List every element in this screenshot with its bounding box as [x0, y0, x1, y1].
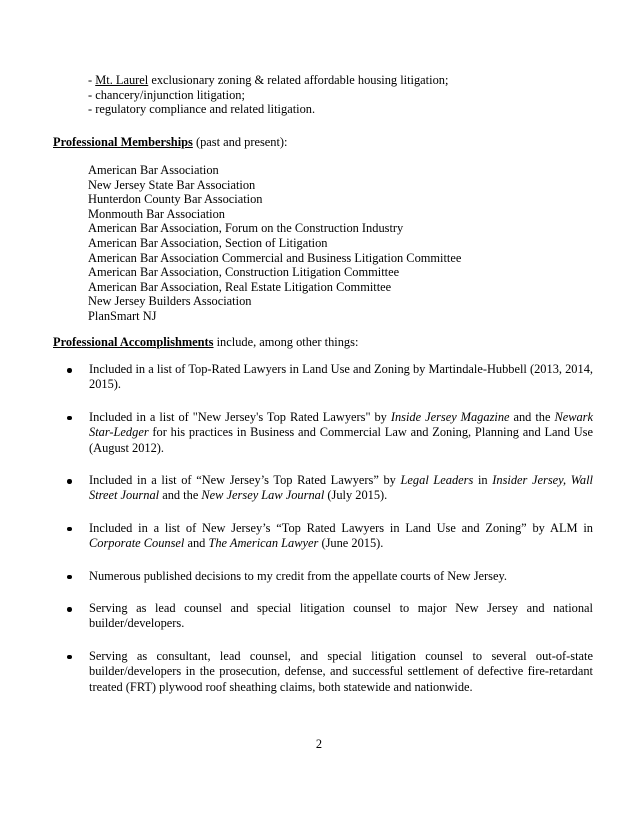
membership-item: New Jersey State Bar Association	[88, 177, 256, 192]
bullet-dot-icon	[67, 416, 72, 421]
membership-item: New Jersey Builders Association	[88, 294, 252, 309]
bullet-dot-icon	[67, 368, 72, 373]
accomplishment-text	[89, 521, 593, 552]
accomplishment-text	[89, 569, 593, 584]
text-run: (June 2015).	[318, 536, 384, 551]
bullet-dot-icon	[67, 479, 72, 484]
membership-item: American Bar Association	[88, 163, 219, 177]
text-run: in	[473, 473, 493, 488]
membership-item: American Bar Association, Section of Litigation	[88, 235, 328, 250]
membership-item: American Bar Association, Real Estate Litigation Committee	[88, 279, 392, 294]
italic-publication-name: Corporate Counsel	[89, 536, 185, 551]
accomplishment-item	[53, 521, 593, 552]
accomplishment-item	[53, 362, 593, 393]
italic-publication-name: Inside Jersey Magazine	[390, 409, 510, 424]
text-run: for his practices in Business and Commercial Law and Zoning, Planning and Land Use (August 2012).	[89, 425, 593, 455]
practice-line: - Mt. Laurel exclusionary zoning & related affordable housing litigation;	[88, 73, 449, 87]
practice-line: - regulatory compliance and related litigation.	[88, 102, 316, 117]
practice-line: - chancery/injunction litigation;	[88, 87, 245, 102]
accomplishment-text	[89, 362, 593, 393]
bullet-dot-icon	[67, 607, 72, 612]
text-run: Included in a list of “New Jersey’s Top Rated Lawyers” by	[89, 473, 401, 488]
text-run: Numerous published decisions to my credit from the appellate courts of New Jersey.	[89, 568, 507, 583]
bullet-dot-icon	[67, 655, 72, 660]
text-run: and the	[159, 488, 202, 503]
page-number: 2	[315, 737, 323, 751]
membership-item: American Bar Association, Construction Litigation Committee	[88, 265, 400, 280]
accomplishment-text	[89, 649, 593, 695]
membership-item: PlanSmart NJ	[88, 308, 157, 323]
membership-item: American Bar Association, Forum on the Construction Industry	[88, 221, 404, 236]
italic-publication-name: Newark Star-Ledger	[89, 409, 593, 440]
accomplishment-item	[53, 649, 593, 695]
italic-publication-name: The American Lawyer	[208, 536, 319, 551]
accomplishments-list	[53, 362, 593, 712]
text-run: Serving as lead counsel and special litigation counsel to major New Jersey and national builder/developers.	[89, 601, 593, 631]
bullet-dot-icon	[67, 575, 72, 580]
membership-item: Monmouth Bar Association	[88, 206, 225, 221]
text-run: (July 2015).	[324, 488, 388, 503]
italic-publication-name: New Jersey Law Journal	[201, 488, 325, 503]
accomplishment-item	[53, 601, 593, 632]
italic-publication-name: Legal Leaders	[400, 473, 474, 488]
text-run: Included in a list of Top-Rated Lawyers in Land Use and Zoning by Martindale-Hubbell (2013, 2014, 2015).	[89, 362, 593, 392]
text-run: Serving as consultant, lead counsel, and special litigation counsel to several out-of-state builder/developers in the prosecution, defense, and successful settlement of defective fire-retardant treated (FRT) plywood roof sheathing claims, both statewide and nationwide.	[89, 648, 593, 694]
text-run: and	[184, 536, 209, 551]
memberships-list	[88, 163, 461, 324]
bullet-dot-icon	[67, 527, 72, 532]
practice-areas-continued	[88, 73, 448, 117]
accomplishment-item	[53, 569, 593, 584]
accomplishment-text	[89, 473, 593, 504]
text-run: Included in a list of "New Jersey's Top Rated Lawyers" by	[89, 409, 391, 424]
accomplishment-text	[89, 601, 593, 632]
memberships-heading: Professional Memberships (past and present):	[53, 135, 288, 149]
mt-laurel-underlined: Mt. Laurel	[95, 73, 149, 87]
text-run: and the	[509, 409, 555, 424]
accomplishment-item	[53, 410, 593, 456]
accomplishments-heading: Professional Accomplishments include, among other things:	[53, 335, 359, 349]
membership-item: Hunterdon County Bar Association	[88, 192, 263, 207]
membership-item: American Bar Association Commercial and Business Litigation Committee	[88, 250, 462, 265]
italic-publication-name: Insider Jersey, Wall Street Journal	[89, 473, 593, 503]
text-run: Included in a list of New Jersey’s “Top Rated Lawyers in Land Use and Zoning” by ALM in	[89, 520, 593, 535]
accomplishment-text	[89, 410, 593, 456]
accomplishment-item	[53, 473, 593, 504]
